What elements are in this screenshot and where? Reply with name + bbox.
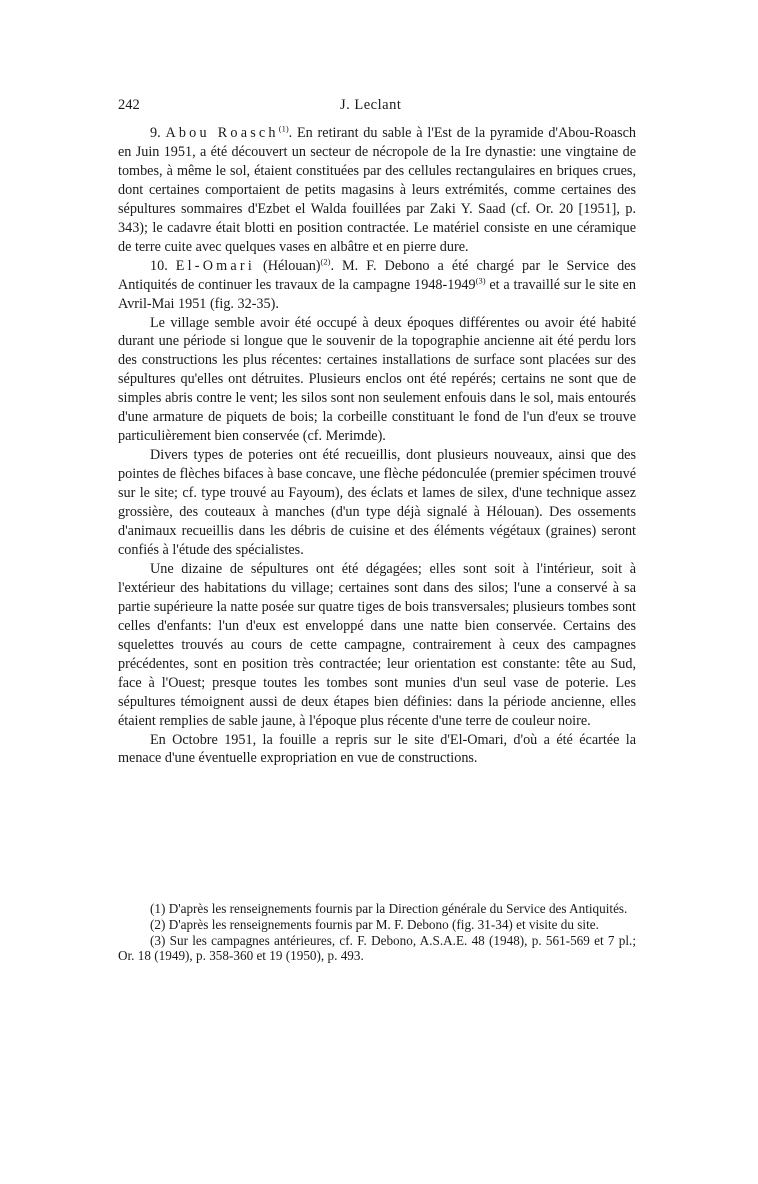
- footnotes: [118, 901, 636, 964]
- footnote-text: Sur les campagnes antérieures, cf. F. Debono, A.S.A.E. 48 (1948), p. 561-569 et 7 pl.; Or. 18 (1949), p. 358-360 et 19 (1950), p. 493.: [118, 932, 636, 964]
- paragraph-text: . M. F. Debono a été chargé par le Service des Antiquités de continuer les travaux de la campagne 1948-1949: [118, 257, 636, 293]
- footnote-ref: (2): [320, 255, 331, 266]
- footnote-text: D'après les renseignements fournis par M. F. Debono (fig. 31-34) et visite du site.: [165, 916, 599, 932]
- footnote-marker: (1): [150, 901, 166, 916]
- body-text: [118, 124, 636, 768]
- place-paren: (Hélouan): [254, 257, 321, 274]
- page-header: [118, 97, 638, 117]
- footnote-marker: (2): [150, 916, 166, 932]
- footnote: [118, 933, 636, 965]
- section-number: 10.: [150, 257, 168, 274]
- paragraph-village: Le village semble avoir été occupé à deux époques différentes ou avoir été habité durant une période si longue que le souvenir de la topographie ancienne ait été perdu lors des constructions les plus récentes: certaines installations de surface sont placées sur des sépultures qu'elles ont détruites. Plusieurs enclos ont été repérés; certains ne sont que de simples abris contre le vent; les silos sont non seulement enfouis dans le sol, mais entourés d'une armature de piquets de bois; la corbeille constituant le fond de l'un d'eux se trouve particulièrement bien conservée (cf. Merimde).: [118, 314, 636, 445]
- paragraph-el-omari: [118, 257, 636, 314]
- paragraph-octobre: En Octobre 1951, la fouille a repris sur le site d'El-Omari, d'où a été écartée la menace d'une éventuelle expropriation en vue de constructions.: [118, 731, 636, 767]
- paragraph-abou-roasch: [118, 124, 636, 257]
- running-head: J. Leclant: [340, 97, 402, 113]
- place-name: El-Omari: [175, 257, 255, 274]
- footnote-text: D'après les renseignements fournis par la Direction générale du Service des Antiquités.: [165, 901, 628, 916]
- footnote-ref: (3): [475, 274, 486, 285]
- footnote-marker: (3): [150, 932, 166, 948]
- section-number: 9.: [150, 125, 161, 141]
- page-number: 242: [118, 97, 140, 113]
- paragraph-sepultures: Une dizaine de sépultures ont été dégagées; elles sont soit à l'intérieur, soit à l'extérieur des habitations du village; certaines sont dans des silos; l'une a conservé à sa partie supérieure la natte posée sur quatre tiges de bois transversales; plusieurs tombes sont celles d'enfants: l'un d'eux est enveloppé dans une natte bien conservée. Certains des squelettes trouvés au cours de cette campagne, contrairement à ceux des campagnes précédentes, sont en position très contractée; leur orientation est constante: tête au Sud, face à l'Ouest; presque toutes les tombes sont munies d'un seul vase de poterie. Les sépultures témoignent aussi de deux étapes bien définies: dans la période ancienne, elles étaient remplies de sable jaune, à l'époque plus récente d'une terre de couleur noire.: [118, 560, 636, 729]
- paragraph-poteries: Divers types de poteries ont été recueillis, dont plusieurs nouveaux, ainsi que des pointes de flèches bifaces à base concave, une flèche pédonculée (premier spécimen trouvé sur le site; cf. type trouvé au Fayoum), des éclats et lames de silex, d'une technique assez grossière, des couteaux à manches (d'un type déjà signalé à Hélouan). Des ossements d'animaux recueillis dans les débris de cuisine et des éléments végétaux (graines) seront confiés à l'étude des spécialistes.: [118, 447, 636, 558]
- paragraph-text: . En retirant du sable à l'Est de la pyramide d'Abou-Roasch en Juin 1951, a été découvert un secteur de nécropole de la Ire dynastie: une vingtaine de tombes, à même le sol, étaient constituées par des cellules rectangulaires en briques crues, dont certaines comportaient de petits magasins à leurs extrémités, comme certaines des sépultures sommaires d'Ezbet el Walda fouillées par Zaki Y. Saad (cf. Or. 20 [1951], p. 343); le cadavre était blotti en position contractée. Le matériel consiste en une céramique de terre cuite avec quelques vases en albâtre et en pierre dure.: [118, 125, 637, 255]
- paragraph-text: et a travaillé sur le site en Avril-Mai 1951 (fig. 32-35).: [118, 276, 636, 312]
- footnote: [118, 901, 636, 917]
- footnote-ref: (1): [278, 123, 289, 134]
- place-name: Abou Roasch: [165, 125, 279, 141]
- footnote: [118, 917, 636, 933]
